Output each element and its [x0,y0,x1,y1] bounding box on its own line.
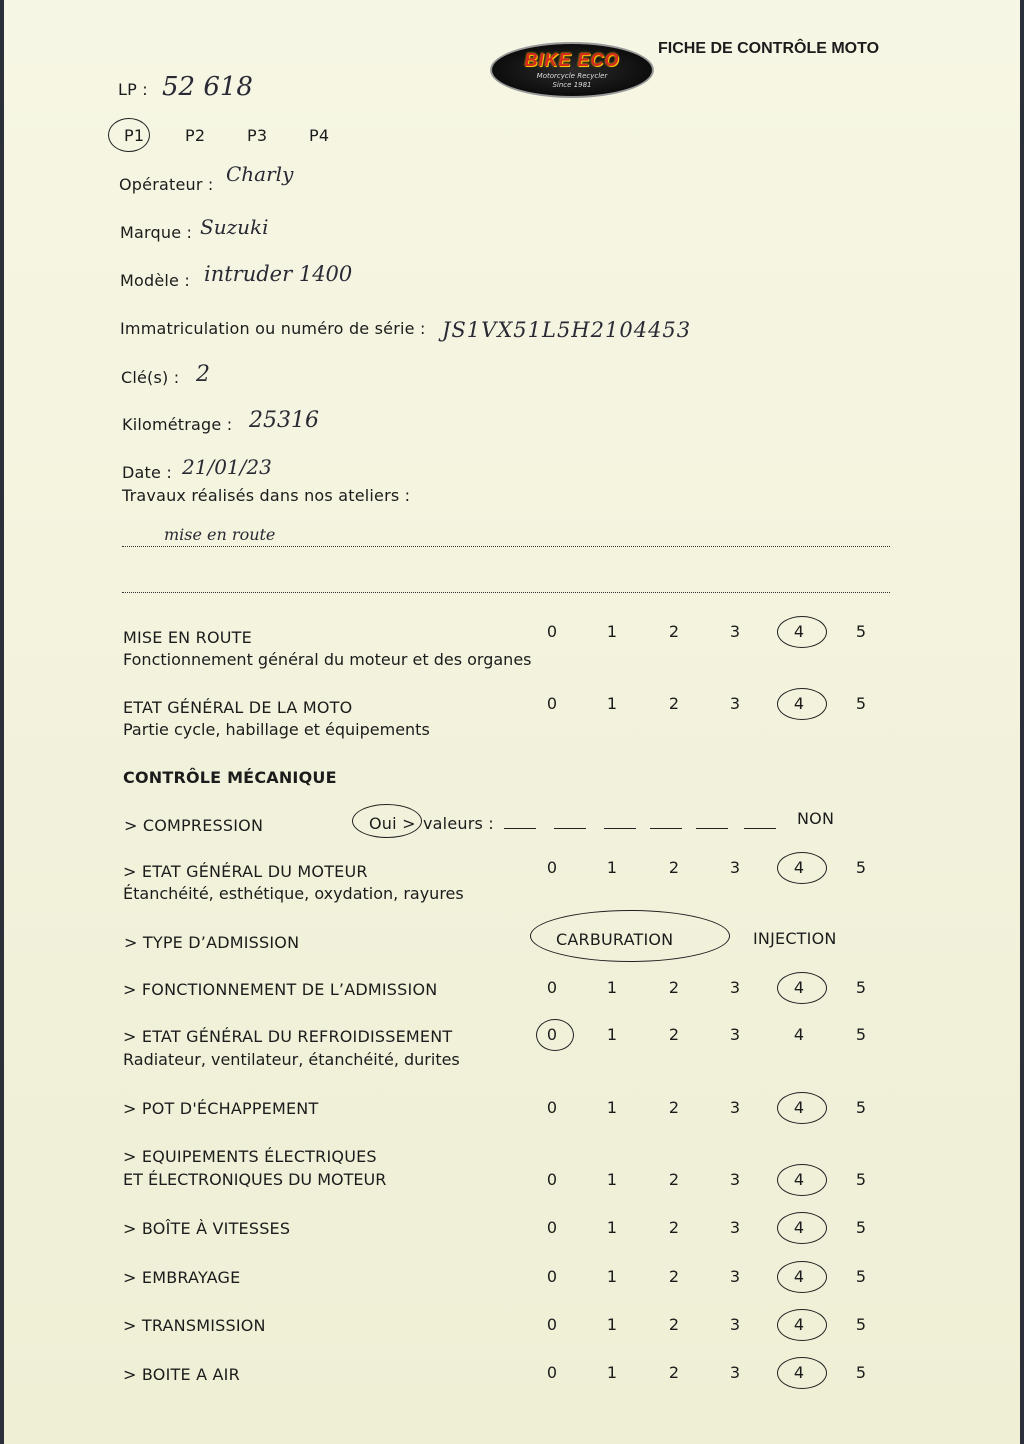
rating-selected-circle [777,1164,827,1196]
position-p1[interactable]: P1 [124,126,145,145]
immat-label: Immatriculation ou numéro de série : [120,319,426,338]
rating-option-3[interactable]: 3 [729,1170,741,1189]
compression-value-2[interactable] [554,828,586,829]
rating-option-5[interactable]: 5 [855,1098,867,1117]
kilometrage-value[interactable]: 25316 [249,408,319,433]
rating-option-4[interactable]: 4 [793,622,805,641]
cles-label: Clé(s) : [121,368,180,387]
logo-since: Since 1981 [552,81,592,89]
rating-option-1[interactable]: 1 [606,858,618,877]
rating-option-1[interactable]: 1 [606,1025,618,1044]
admission-carburation[interactable]: CARBURATION [556,930,674,949]
marque-label: Marque : [120,223,193,242]
rating-option-4[interactable]: 4 [793,1363,805,1382]
admission-carburation-circle [530,910,730,962]
lp-label: LP : [118,80,148,99]
rating-option-2[interactable]: 2 [668,694,680,713]
rating-option-2[interactable]: 2 [668,1267,680,1286]
rating-row-title: ETAT GÉNÉRAL DE LA MOTO [123,698,353,717]
position-p3[interactable]: P3 [247,126,268,145]
rating-option-2[interactable]: 2 [668,1025,680,1044]
rating-option-0[interactable]: 0 [546,694,558,713]
compression-valeurs-label: valeurs : [423,814,494,833]
rating-option-4[interactable]: 4 [793,1218,805,1237]
mechanical-heading: CONTRÔLE MÉCANIQUE [123,768,337,787]
admission-type-label: > TYPE D’ADMISSION [124,933,300,952]
rating-option-3[interactable]: 3 [729,978,741,997]
form-title: FICHE DE CONTRÔLE MOTO [658,40,880,57]
rating-row-title: > ETAT GÉNÉRAL DU REFROIDISSEMENT [123,1027,453,1046]
compression-value-3[interactable] [604,828,636,829]
rating-row-title: > BOITE A AIR [123,1365,240,1384]
rating-option-3[interactable]: 3 [729,1267,741,1286]
rating-option-4[interactable]: 4 [793,1170,805,1189]
rating-selected-circle [777,616,827,648]
operateur-value[interactable]: Charly [226,162,294,186]
rating-option-4[interactable]: 4 [793,1315,805,1334]
rating-option-3[interactable]: 3 [729,622,741,641]
rating-option-4[interactable]: 4 [793,1267,805,1286]
rating-option-1[interactable]: 1 [606,694,618,713]
compression-label: > COMPRESSION [124,816,264,835]
rating-option-0[interactable]: 0 [546,1098,558,1117]
rating-option-1[interactable]: 1 [606,1363,618,1382]
rating-row-title: > TRANSMISSION [123,1316,266,1335]
rating-row-subtitle: ET ÉLECTRONIQUES DU MOTEUR [123,1170,387,1189]
rating-option-5[interactable]: 5 [855,1170,867,1189]
rating-option-4[interactable]: 4 [793,1098,805,1117]
rating-option-2[interactable]: 2 [668,978,680,997]
rating-option-0[interactable]: 0 [546,858,558,877]
compression-oui-circle [352,804,422,838]
rating-option-4[interactable]: 4 [793,978,805,997]
rating-option-5[interactable]: 5 [855,1267,867,1286]
compression-value-4[interactable] [650,828,682,829]
rating-option-3[interactable]: 3 [729,1025,741,1044]
rating-option-2[interactable]: 2 [668,622,680,641]
rating-row-title: > FONCTIONNEMENT DE L’ADMISSION [123,980,438,999]
rating-selected-circle [777,1212,827,1244]
rating-row-subtitle: Partie cycle, habillage et équipements [123,720,430,739]
rating-option-0[interactable]: 0 [546,1025,558,1044]
rating-option-2[interactable]: 2 [668,1315,680,1334]
rating-option-5[interactable]: 5 [855,978,867,997]
rating-option-4[interactable]: 4 [793,694,805,713]
rating-selected-circle [777,1357,827,1389]
rating-option-2[interactable]: 2 [668,1170,680,1189]
rating-option-1[interactable]: 1 [606,1170,618,1189]
rating-option-3[interactable]: 3 [729,1218,741,1237]
rating-option-1[interactable]: 1 [606,978,618,997]
rating-option-4[interactable]: 4 [793,858,805,877]
rating-row-subtitle: Radiateur, ventilateur, étanchéité, durites [123,1050,460,1069]
marque-value[interactable]: Suzuki [200,215,269,239]
rating-row-title: > EMBRAYAGE [123,1268,241,1287]
rating-option-1[interactable]: 1 [606,1315,618,1334]
rating-selected-circle [536,1019,574,1051]
rating-option-5[interactable]: 5 [855,1218,867,1237]
rating-option-3[interactable]: 3 [729,1098,741,1117]
rating-option-1[interactable]: 1 [606,1218,618,1237]
rating-option-2[interactable]: 2 [668,1098,680,1117]
rating-option-5[interactable]: 5 [855,1025,867,1044]
rating-option-1[interactable]: 1 [606,622,618,641]
rating-row-title: > POT D'ÉCHAPPEMENT [123,1099,319,1118]
rating-selected-circle [777,1092,827,1124]
rating-option-0[interactable]: 0 [546,978,558,997]
date-value[interactable]: 21/01/23 [182,455,272,479]
rating-selected-circle [777,688,827,720]
travaux-line-1[interactable] [122,546,890,547]
rating-option-0[interactable]: 0 [546,1170,558,1189]
rating-option-0[interactable]: 0 [546,1315,558,1334]
position-p2[interactable]: P2 [185,126,206,145]
rating-row-title: > ETAT GÉNÉRAL DU MOTEUR [123,862,368,881]
rating-option-2[interactable]: 2 [668,1218,680,1237]
modele-label: Modèle : [120,271,190,290]
rating-selected-circle [777,1309,827,1341]
control-sheet [4,0,1020,1444]
operateur-label: Opérateur : [119,175,214,194]
compression-value-6[interactable] [744,828,776,829]
position-selected-circle [108,118,150,152]
compression-value-1[interactable] [504,828,536,829]
cles-value[interactable]: 2 [196,362,210,387]
rating-option-3[interactable]: 3 [729,858,741,877]
rating-option-3[interactable]: 3 [729,1315,741,1334]
travaux-line-2[interactable] [122,592,890,593]
rating-option-2[interactable]: 2 [668,1363,680,1382]
logo-brand: BIKE ECO [524,50,620,70]
rating-option-5[interactable]: 5 [855,622,867,641]
kilometrage-label: Kilométrage : [122,415,233,434]
date-label: Date : [122,463,172,482]
rating-selected-circle [777,1261,827,1293]
rating-row-title: MISE EN ROUTE [123,628,252,647]
rating-row-title: > EQUIPEMENTS ÉLECTRIQUES [123,1147,377,1166]
rating-option-0[interactable]: 0 [546,622,558,641]
rating-selected-circle [777,852,827,884]
rating-option-2[interactable]: 2 [668,858,680,877]
lp-value[interactable]: 52 618 [162,72,253,102]
compression-value-5[interactable] [696,828,728,829]
rating-selected-circle [777,972,827,1004]
rating-option-3[interactable]: 3 [729,694,741,713]
logo-tagline: Motorcycle Recycler [536,72,608,80]
rating-option-5[interactable]: 5 [855,1315,867,1334]
rating-option-0[interactable]: 0 [546,1218,558,1237]
position-p4[interactable]: P4 [309,126,330,145]
immat-value[interactable]: JS1VX51L5H2104453 [442,318,692,342]
admission-injection[interactable]: INJECTION [753,929,837,948]
rating-option-3[interactable]: 3 [729,1363,741,1382]
modele-value[interactable]: intruder 1400 [204,262,353,286]
rating-option-5[interactable]: 5 [855,858,867,877]
bike-eco-logo [490,42,654,98]
rating-option-4[interactable]: 4 [793,1025,805,1044]
compression-oui[interactable]: Oui > [369,814,416,833]
rating-row-subtitle: Fonctionnement général du moteur et des organes [123,650,532,669]
rating-option-0[interactable]: 0 [546,1363,558,1382]
rating-option-1[interactable]: 1 [606,1267,618,1286]
rating-option-5[interactable]: 5 [855,694,867,713]
rating-row-title: > BOÎTE À VITESSES [123,1219,291,1238]
travaux-value[interactable]: mise en route [164,525,276,544]
travaux-label: Travaux réalisés dans nos ateliers : [122,486,411,505]
rating-row-subtitle: Étanchéité, esthétique, oxydation, rayures [123,884,464,903]
rating-option-5[interactable]: 5 [855,1363,867,1382]
rating-option-1[interactable]: 1 [606,1098,618,1117]
compression-non[interactable]: NON [797,809,835,828]
rating-option-0[interactable]: 0 [546,1267,558,1286]
